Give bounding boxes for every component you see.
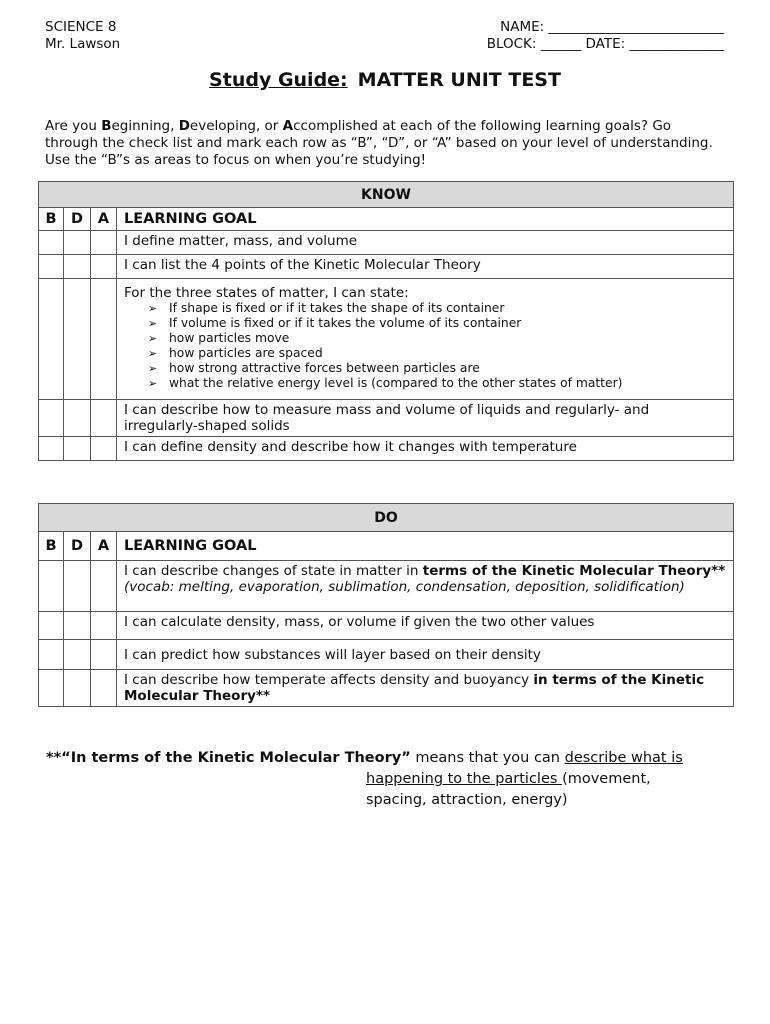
study-guide-label: Study Guide: — [209, 69, 348, 91]
states-list — [124, 301, 726, 391]
table-row — [39, 612, 734, 640]
do-table — [38, 503, 734, 707]
instructions: Are you Beginning, Developing, or Accomplished at each of the following learning goals? Go through the check list and mark each row as “B”, “D”, or “A” based on your level of understanding. Use the “B”s as areas to focus on when you’re studying! — [45, 118, 713, 168]
checkbox-d[interactable] — [64, 612, 91, 640]
list-item: ➢ If volume is fixed or if it takes the volume of its container — [148, 316, 522, 330]
goal-text: I can list the 4 points of the Kinetic Molecular Theory — [117, 255, 734, 279]
col-d-header: D — [64, 208, 91, 231]
checkbox-a[interactable] — [91, 612, 117, 640]
list-item: ➢ If shape is fixed or if it takes the shape of its container — [148, 301, 505, 315]
goal-cell — [117, 279, 734, 400]
goal-text: I can describe changes of state in matter in terms of the Kinetic Molecular Theory** (vocab: melting, evaporation, sublimation, condensation, deposition, solidification) — [117, 561, 734, 612]
arrow-bullet-icon: ➢ — [148, 347, 158, 360]
list-item: ➢ what the relative energy level is (compared to the other states of matter) — [148, 376, 623, 390]
checkbox-d[interactable] — [64, 279, 91, 400]
checkbox-b[interactable] — [39, 279, 64, 400]
checkbox-a[interactable] — [91, 279, 117, 400]
checkbox-b[interactable] — [39, 437, 64, 461]
header-left — [45, 19, 120, 53]
do-heading: DO — [39, 504, 734, 532]
table-row — [39, 561, 734, 612]
checkbox-d[interactable] — [64, 670, 91, 707]
col-a-header: A — [91, 532, 117, 561]
arrow-bullet-icon: ➢ — [148, 332, 158, 345]
block-date-field[interactable]: BLOCK: ______ DATE: ______________ — [486, 36, 724, 52]
checkbox-d[interactable] — [64, 255, 91, 279]
table-row — [39, 400, 734, 437]
table-row — [39, 231, 734, 255]
checkbox-b[interactable] — [39, 400, 64, 437]
checkbox-d[interactable] — [64, 231, 91, 255]
table-row — [39, 670, 734, 707]
checkbox-b[interactable] — [39, 255, 64, 279]
checkbox-b[interactable] — [39, 231, 64, 255]
checkbox-a[interactable] — [91, 561, 117, 612]
arrow-bullet-icon: ➢ — [148, 377, 158, 390]
goal-text: I define matter, mass, and volume — [117, 231, 734, 255]
col-b-header: B — [39, 532, 64, 561]
header-right — [487, 19, 724, 53]
col-d-header: D — [64, 532, 91, 561]
list-item: ➢ how particles move — [148, 331, 290, 345]
checkbox-b[interactable] — [39, 612, 64, 640]
checkbox-a[interactable] — [91, 255, 117, 279]
teacher-name: Mr. Lawson — [45, 36, 121, 52]
goal-text: I can describe how temperate affects density and buoyancy in terms of the Kinetic Molecular Theory** — [117, 670, 734, 707]
arrow-bullet-icon: ➢ — [148, 302, 158, 315]
col-a-header: A — [91, 208, 117, 231]
checkbox-a[interactable] — [91, 640, 117, 670]
goal-text: I can describe how to measure mass and volume of liquids and regularly- and irregularly-shaped solids — [117, 400, 734, 437]
unit-title: MATTER UNIT TEST — [357, 69, 561, 91]
arrow-bullet-icon: ➢ — [148, 317, 158, 330]
know-table — [38, 181, 734, 461]
checkbox-d[interactable] — [64, 400, 91, 437]
goal-header: LEARNING GOAL — [117, 532, 734, 561]
table-row — [39, 640, 734, 670]
checkbox-b[interactable] — [39, 640, 64, 670]
goal-text: I can predict how substances will layer based on their density — [117, 640, 734, 670]
know-heading: KNOW — [39, 182, 734, 208]
checkbox-a[interactable] — [91, 400, 117, 437]
checkbox-d[interactable] — [64, 437, 91, 461]
checkbox-d[interactable] — [64, 640, 91, 670]
checkbox-d[interactable] — [64, 561, 91, 612]
col-b-header: B — [39, 208, 64, 231]
table-row — [39, 279, 734, 400]
table-row — [39, 437, 734, 461]
footnote-continued: happening to the particles (movement, spacing, attraction, energy) — [366, 771, 651, 808]
goal-text: I can define density and describe how it changes with temperature — [117, 437, 734, 461]
goal-header: LEARNING GOAL — [117, 208, 734, 231]
goal-text: I can calculate density, mass, or volume if given the two other values — [117, 612, 734, 640]
checkbox-a[interactable] — [91, 670, 117, 707]
table-row — [39, 255, 734, 279]
checkbox-a[interactable] — [91, 437, 117, 461]
course-name: SCIENCE 8 — [45, 19, 117, 35]
goal-text: For the three states of matter, I can state: — [124, 285, 409, 301]
name-field[interactable]: NAME: __________________________ — [500, 19, 724, 35]
checkbox-b[interactable] — [39, 561, 64, 612]
checkbox-a[interactable] — [91, 231, 117, 255]
footnote: **“In terms of the Kinetic Molecular Theory” means that you can describe what is — [46, 750, 683, 766]
checkbox-b[interactable] — [39, 670, 64, 707]
page-title — [0, 69, 770, 91]
list-item: ➢ how strong attractive forces between particles are — [148, 361, 480, 375]
arrow-bullet-icon: ➢ — [148, 362, 158, 375]
vocab-note: (vocab: melting, evaporation, sublimation, condensation, deposition, solidification) — [124, 579, 685, 595]
list-item: ➢ how particles are spaced — [148, 346, 323, 360]
